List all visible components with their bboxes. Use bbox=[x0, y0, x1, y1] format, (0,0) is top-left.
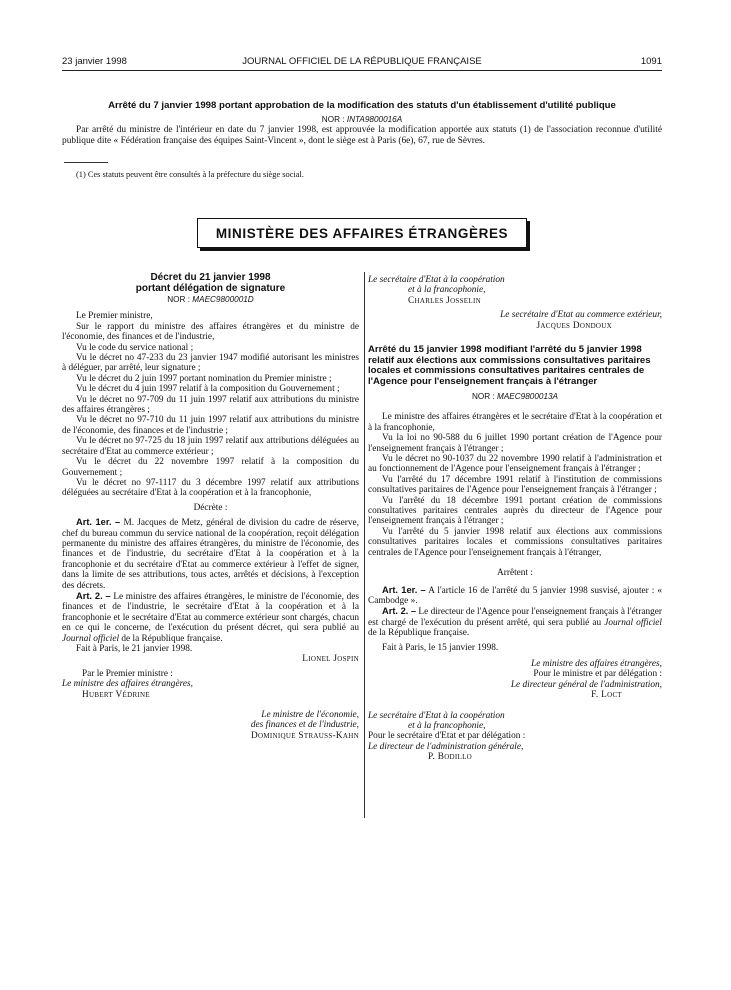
header-page-number: 1091 bbox=[640, 56, 662, 67]
preamble-line: Vu le décret du 2 juin 1997 portant nomination du Premier ministre ; bbox=[76, 373, 332, 384]
header-journal-title: JOURNAL OFFICIEL DE LA RÉPUBLIQUE FRANÇAISE bbox=[242, 56, 482, 67]
decret-title-line1: Décret du 21 janvier 1998 bbox=[150, 272, 271, 283]
article-text: Le directeur de l'Agence pour l'enseignement français à l'étranger est chargé de l'exécution du présent arrêté, qui sera publié au bbox=[368, 607, 662, 628]
preamble-line: Vu le décret du 22 novembre 1997 relatif à la composition du Gouvernement ; bbox=[62, 457, 359, 478]
arrete2-coop-title-2: et à la francophonie, bbox=[408, 720, 486, 731]
eco-title-1: Le ministre de l'économie, bbox=[261, 710, 359, 721]
preamble-line: Vu le décret no 97-725 du 18 juin 1997 relatif aux attributions déléguées au secrétaire d'Etat au commerce extérieur ; bbox=[62, 436, 359, 457]
preamble-line: Le ministre des affaires étrangères et le secrétaire d'Etat à la coopération et à la francophonie, bbox=[368, 412, 662, 433]
article-text-end: de la République française. bbox=[119, 633, 223, 644]
preamble-line: Vu la loi no 90-588 du 6 juillet 1990 portant création de l'Agence pour l'enseignement français à l'étranger ; bbox=[368, 433, 662, 454]
journal-officiel-ref: Journal officiel bbox=[62, 633, 120, 644]
page-header bbox=[62, 56, 662, 70]
journal-officiel-ref: Journal officiel bbox=[604, 617, 662, 628]
preamble-line: Le Premier ministre, bbox=[76, 311, 153, 322]
arrete2-column bbox=[368, 275, 662, 763]
footnote-rule bbox=[64, 162, 108, 163]
preamble-line: Vu l'arrêté du 18 décembre 1991 portant création de commissions consultatives paritaires centrales auprès du directeur de l'Agence pour l'enseignement français à l'étranger ; bbox=[368, 495, 662, 527]
article-text: M. Jacques de Metz, général de division du cadre de réserve, chef du bureau commun du service national de la coopération, reçoit délégation permanente du ministre des affaires étrangères, du ministre de l'économie, des finances et de l'industrie, du secrétaire d'Etat à la coopération et à la francophonie et du secrétaire d'Etat au commerce extérieur à l'effet de signer, dans la limite de ses attributions, tous actes, arrêtés et décisions, à l'exception des décrets. bbox=[62, 518, 359, 591]
header-rule bbox=[62, 70, 662, 71]
coop-title-1: Le secrétaire d'Etat à la coopération bbox=[368, 275, 505, 285]
article-label: Art. 2. – bbox=[76, 590, 111, 601]
arretent-heading: Arrêtent : bbox=[497, 568, 533, 579]
decret-article-1 bbox=[62, 517, 359, 591]
preamble-line: Vu le décret no 97-709 du 11 juin 1997 relatif aux attributions du ministre des affaires étrangères ; bbox=[62, 394, 359, 416]
arrete1-nor bbox=[62, 115, 662, 124]
dg-name: F. Loct bbox=[591, 690, 622, 701]
arrete2-coop-title-1: Le secrétaire d'Etat à la coopération bbox=[368, 710, 505, 721]
arrete2-nor bbox=[368, 391, 662, 402]
preamble-line: Vu le décret no 47-233 du 23 janvier 1947 modifié autorisant les ministres à déléguer, par arrêté, leur signature ; bbox=[62, 353, 359, 374]
eco-title-2: des finances et de l'industrie, bbox=[250, 720, 359, 731]
arrete2-title: Arrêté du 15 janvier 1998 modifiant l'arrêté du 5 janvier 1998 relatif aux élections aux commissions consultatives paritaires locales et commissions consultatives paritaires centrales de l'Agence pour l'enseignement français à l'étranger bbox=[368, 344, 651, 387]
preamble-line: Sur le rapport du ministre des affaires étrangères et du ministre de l'économie, des finances et de l'industrie, bbox=[62, 321, 359, 343]
arrete2-article-1 bbox=[368, 585, 662, 607]
decrete-heading: Décrète : bbox=[193, 502, 228, 513]
preamble-line: Vu le décret no 97-1117 du 3 décembre 1997 relatif aux attributions déléguées au secrétaire d'Etat à la coopération et à la francophonie, bbox=[62, 477, 359, 499]
arrete1-footnote: (1) Ces statuts peuvent être consultés à la préfecture du siège social. bbox=[76, 170, 304, 179]
nor-label: NOR : bbox=[321, 115, 347, 124]
decret-article-2 bbox=[62, 591, 359, 644]
article-text: Le ministre des affaires étrangères, le ministre de l'économie, des finances et de l'industrie, le secrétaire d'Etat à la coopération et à la francophonie et le secrétaire d'Etat au commerce extérieur sont chargés, chacun en ce qui le concerne, de l'exécution du présent décret, qui sera publié au bbox=[62, 591, 359, 634]
par-le-premier-ministre: Par le Premier ministre : bbox=[82, 668, 173, 679]
arrete2-mae-title: Le ministre des affaires étrangères, bbox=[531, 658, 662, 669]
ministry-title: MINISTÈRE DES AFFAIRES ÉTRANGÈRES bbox=[215, 225, 509, 241]
arrete2-article-2 bbox=[368, 606, 662, 638]
arrete1-title: Arrêté du 7 janvier 1998 portant approbation de la modification des statuts d'un établissement d'utilité publique bbox=[108, 100, 616, 111]
article-label: Art. 1er. – bbox=[76, 517, 121, 528]
pour-le-secretaire: Pour le secrétaire d'Etat et par délégation : bbox=[368, 731, 526, 742]
arrete2-done-at: Fait à Paris, le 15 janvier 1998. bbox=[382, 642, 499, 653]
decret-nor bbox=[62, 294, 359, 305]
dir-name: P. Bodillo bbox=[428, 752, 473, 763]
preamble-line: Vu le décret du 4 juin 1997 relatif à la composition du Gouvernement ; bbox=[76, 384, 340, 395]
nor-code: INTA9800016A bbox=[346, 115, 403, 124]
mae-name: Hubert Védrine bbox=[82, 689, 150, 700]
nor-code: MAEC9800001D bbox=[192, 295, 254, 305]
article-text: A l'article 16 de l'arrêté du 5 janvier 1998 susvisé, ajouter : « Cambodge ». bbox=[368, 585, 662, 606]
article-text-end: de la République française. bbox=[368, 628, 470, 639]
dg-title: Le directeur général de l'administration, bbox=[510, 679, 662, 690]
coop-name: Charles Josselin bbox=[408, 295, 481, 306]
commerce-title: Le secrétaire d'Etat au commerce extérieur, bbox=[500, 310, 662, 321]
pour-le-ministre: Pour le ministre et par délégation : bbox=[533, 669, 662, 680]
article-label: Art. 2. – bbox=[382, 606, 417, 617]
commerce-name: Jacques Dondoux bbox=[536, 320, 612, 331]
arrete2-preamble bbox=[368, 412, 662, 558]
ministry-banner bbox=[197, 218, 527, 248]
dir-title: Le directeur de l'administration générale, bbox=[368, 741, 524, 752]
article-label: Art. 1er. – bbox=[382, 584, 426, 595]
preamble-line: Vu le décret no 97-710 du 11 juin 1997 relatif aux attributions du ministre de l'économie, des finances et de l'industrie ; bbox=[62, 415, 359, 436]
nor-code: MAEC9800013A bbox=[497, 392, 559, 402]
arrete1-body: Par arrêté du ministre de l'intérieur en date du 7 janvier 1998, est approuvée la modification apportée aux statuts (1) de l'association reconnue d'utilité publique dite « Fédération française des équipes Saint-Vincent », dont le siège est à Paris (6e), 67, rue de Sèvres. bbox=[62, 125, 662, 146]
preamble-line: Vu l'arrêté du 5 janvier 1998 relatif aux élections aux commissions consultatives paritaires locales et commissions consultatives paritaires centrales de l'Agence pour l'enseignement français à l'étranger, bbox=[368, 526, 662, 558]
mae-title: Le ministre des affaires étrangères, bbox=[62, 679, 193, 690]
column-divider bbox=[364, 272, 365, 818]
nor-label: NOR : bbox=[167, 295, 193, 305]
decret-column bbox=[62, 272, 359, 741]
signer-pm: Lionel Jospin bbox=[302, 654, 359, 665]
decret-done-at: Fait à Paris, le 21 janvier 1998. bbox=[76, 644, 193, 654]
nor-label: NOR : bbox=[471, 392, 498, 402]
decret-title-line2: portant délégation de signature bbox=[135, 283, 286, 295]
preamble-line: Vu le décret no 90-1037 du 22 novembre 1990 relatif à l'administration et au fonctionnement de l'Agence pour l'enseignement français à l'étranger ; bbox=[368, 454, 662, 475]
eco-name: Dominique Strauss-Kahn bbox=[250, 730, 359, 741]
coop-title-2: et à la francophonie, bbox=[408, 285, 486, 296]
header-date: 23 janvier 1998 bbox=[62, 56, 127, 67]
decret-preamble bbox=[62, 311, 359, 498]
preamble-line: Vu l'arrêté du 17 décembre 1991 relatif à l'institution de commissions consultatives paritaires de l'Agence pour l'enseignement français à l'étranger ; bbox=[368, 474, 662, 496]
preamble-line: Vu le code du service national ; bbox=[76, 342, 194, 353]
